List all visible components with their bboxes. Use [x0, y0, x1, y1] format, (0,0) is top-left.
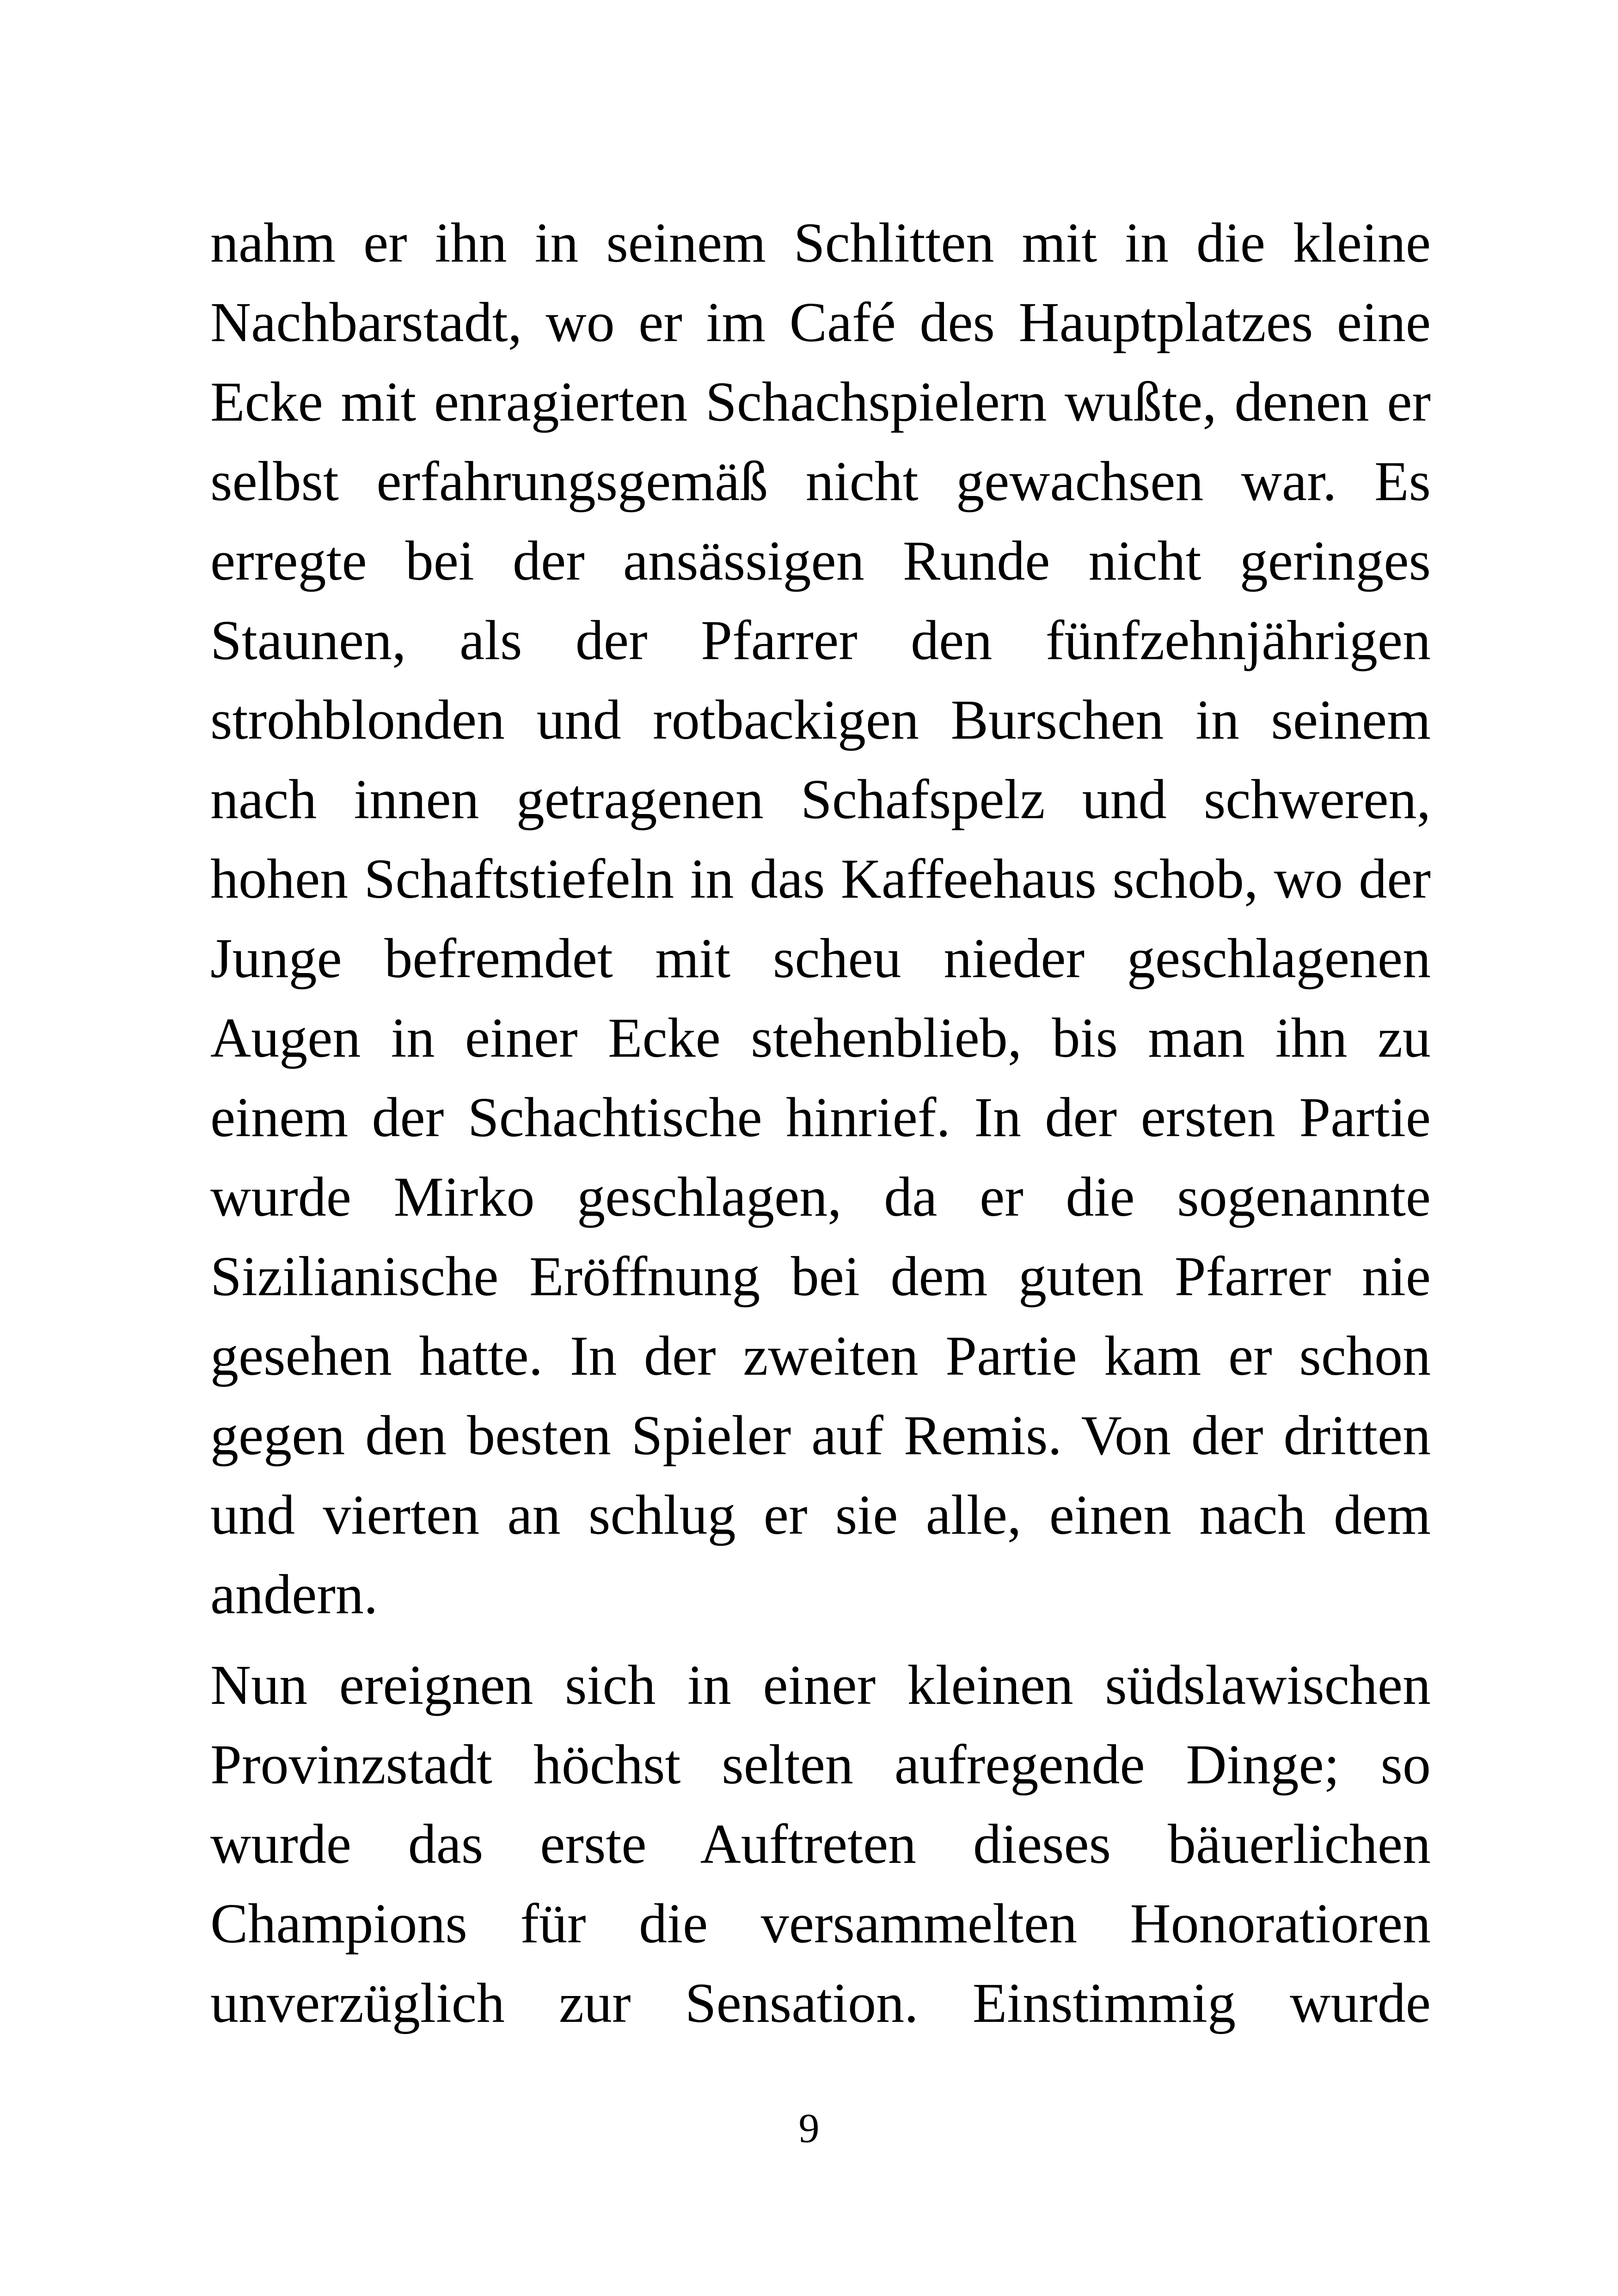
- text-line: Nun ereignen sich in einer kleinen südslawischen: [210, 1654, 1431, 1716]
- text-line: Ecke mit enragierten Schachspielern wußte, denen er: [210, 371, 1431, 433]
- paragraph-1: [210, 203, 1431, 1635]
- text-line: wurde Mirko geschlagen, da er die sogenannte: [210, 1166, 1431, 1228]
- text-line: Champions für die versammelten Honoratioren: [210, 1892, 1431, 1955]
- text-line: Augen in einer Ecke stehenblieb, bis man ihn zu: [210, 1007, 1431, 1069]
- text-line: Junge befremdet mit scheu nieder geschlagenen: [210, 927, 1431, 990]
- text-line: gegen den besten Spieler auf Remis. Von der dritten: [210, 1404, 1431, 1467]
- text-line: einem der Schachtische hinrief. In der ersten Partie: [210, 1086, 1431, 1149]
- page-number: 9: [798, 2106, 820, 2151]
- text-line: hohen Schaftstiefeln in das Kaffeehaus schob, wo der: [210, 848, 1431, 910]
- text-line: und vierten an schlug er sie alle, einen nach dem: [210, 1484, 1431, 1546]
- text-line: nach innen getragenen Schafspelz und schweren,: [210, 768, 1431, 831]
- text-line: Provinzstadt höchst selten aufregende Dinge; so: [210, 1733, 1431, 1796]
- text-line: andern.: [210, 1563, 378, 1626]
- text-line: nahm er ihn in seinem Schlitten mit in die kleine: [210, 212, 1431, 274]
- text-line: selbst erfahrungsgemäß nicht gewachsen war. Es: [210, 450, 1431, 513]
- text-line: wurde das erste Auftreten dieses bäuerlichen: [210, 1813, 1431, 1875]
- text-line: gesehen hatte. In der zweiten Partie kam er schon: [210, 1325, 1431, 1387]
- text-line: Staunen, als der Pfarrer den fünfzehnjährigen: [210, 609, 1431, 672]
- text-line: unverzüglich zur Sensation. Einstimmig wurde: [210, 1972, 1431, 2034]
- paragraph-2: [210, 1646, 1431, 2043]
- text-line: Nachbarstadt, wo er im Café des Hauptplatzes eine: [210, 291, 1431, 354]
- text-line: strohblonden und rotbackigen Burschen in seinem: [210, 689, 1431, 751]
- text-line: Sizilianische Eröffnung bei dem guten Pfarrer nie: [210, 1245, 1431, 1308]
- text-line: erregte bei der ansässigen Runde nicht geringes: [210, 530, 1431, 592]
